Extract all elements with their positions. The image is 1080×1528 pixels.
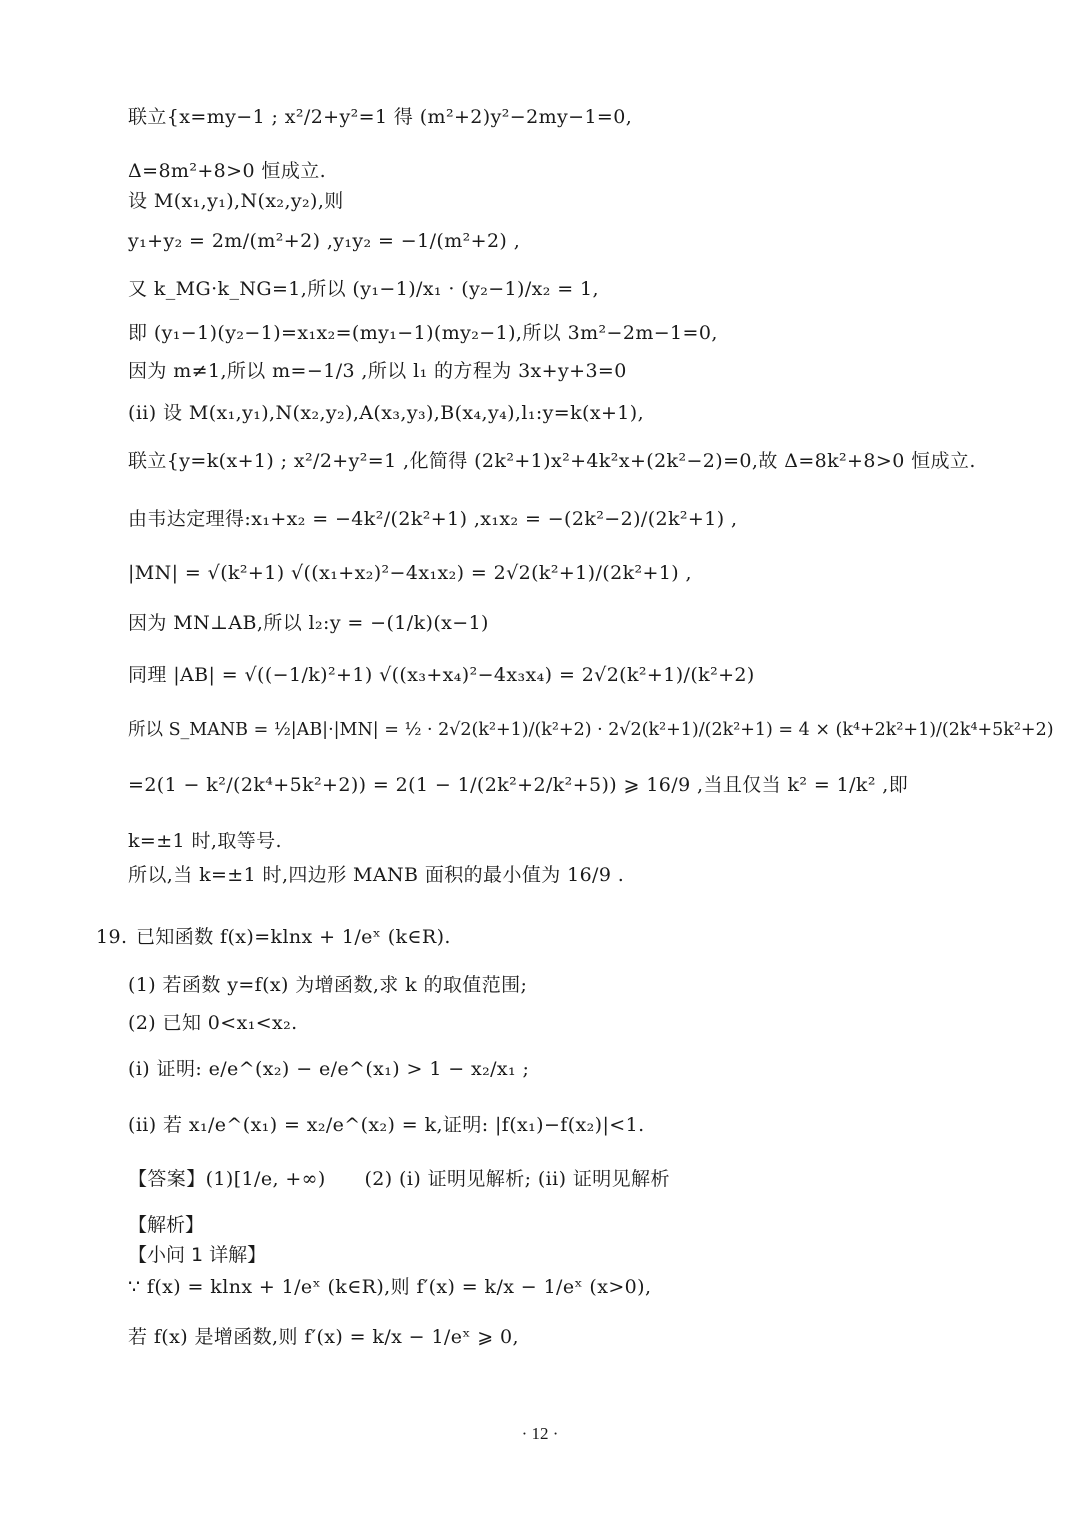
text-line: 设 M(x₁,y₁),N(x₂,y₂),则	[128, 190, 344, 212]
text-line: y₁+y₂ = 2m/(m²+2) ,y₁y₂ = −1/(m²+2) ,	[128, 230, 521, 252]
text-line: 又 k_MG·k_NG=1,所以 (y₁−1)/x₁ · (y₂−1)/x₂ = 1,	[128, 278, 599, 300]
text-line: 因为 m≠1,所以 m=−1/3 ,所以 l₁ 的方程为 3x+y+3=0	[128, 360, 627, 382]
text-line: 联立{y=k(x+1) ; x²/2+y²=1 ,化简得 (2k²+1)x²+4k²x+(2k²−2)=0,故 Δ=8k²+8>0 恒成立.	[128, 450, 976, 472]
text-line: 即 (y₁−1)(y₂−1)=x₁x₂=(my₁−1)(my₂−1),所以 3m²−2m−1=0,	[128, 322, 718, 344]
text-line: 联立{x=my−1 ; x²/2+y²=1 得 (m²+2)y²−2my−1=0,	[128, 106, 633, 128]
sub-heading: 【小问 1 详解】	[128, 1244, 267, 1266]
problem-part: (ii) 若 x₁/e^(x₁) = x₂/e^(x₂) = k,证明: |f(x₁)−f(x₂)|<1.	[128, 1114, 645, 1136]
text-line: (ii) 设 M(x₁,y₁),N(x₂,y₂),A(x₃,y₃),B(x₄,y₄),l₁:y=k(x+1),	[128, 402, 645, 424]
text-line: 因为 MN⊥AB,所以 l₂:y = −(1/k)(x−1)	[128, 612, 489, 634]
text-line: 所以,当 k=±1 时,四边形 MANB 面积的最小值为 16/9 .	[128, 864, 625, 886]
problem-number: 19.	[96, 926, 128, 948]
text-line: 由韦达定理得:x₁+x₂ = −4k²/(2k²+1) ,x₁x₂ = −(2k²−2)/(2k²+1) ,	[128, 508, 738, 530]
solution-line: ∵ f(x) = klnx + 1/eˣ (k∈R),则 f′(x) = k/x − 1/eˣ (x>0),	[128, 1276, 652, 1298]
answer-line: 【答案】(1)[1/e, +∞) (2) (i) 证明见解析; (ii) 证明见解析	[128, 1168, 670, 1190]
text-line: k=±1 时,取等号.	[128, 830, 282, 852]
page-number: · 12 ·	[521, 1424, 559, 1443]
text-line: 所以 S_MANB = ½|AB|·|MN| = ½ · 2√2(k²+1)/(k²+2) · 2√2(k²+1)/(2k²+1) = 4 × (k⁴+2k²+1)/(2k⁴+5k²+2)	[128, 720, 1054, 740]
text-line: 同理 |AB| = √((−1/k)²+1) √((x₃+x₄)²−4x₃x₄) = 2√2(k²+1)/(k²+2)	[128, 664, 755, 686]
text-line: =2(1 − k²/(2k⁴+5k²+2)) = 2(1 − 1/(2k²+2/k²+5)) ⩾ 16/9 ,当且仅当 k² = 1/k² ,即	[128, 774, 909, 796]
analysis-heading: 【解析】	[128, 1214, 205, 1236]
text-line: |MN| = √(k²+1) √((x₁+x₂)²−4x₁x₂) = 2√2(k²+1)/(2k²+1) ,	[128, 562, 692, 584]
problem-part: (i) 证明: e/e^(x₂) − e/e^(x₁) > 1 − x₂/x₁ ;	[128, 1058, 530, 1080]
solution-line: 若 f(x) 是增函数,则 f′(x) = k/x − 1/eˣ ⩾ 0,	[128, 1326, 519, 1348]
problem-part: (1) 若函数 y=f(x) 为增函数,求 k 的取值范围;	[128, 974, 528, 996]
text-line: Δ=8m²+8>0 恒成立.	[128, 160, 327, 182]
problem-stem: 已知函数 f(x)=klnx + 1/eˣ (k∈R).	[136, 926, 451, 948]
problem-part: (2) 已知 0<x₁<x₂.	[128, 1012, 298, 1034]
